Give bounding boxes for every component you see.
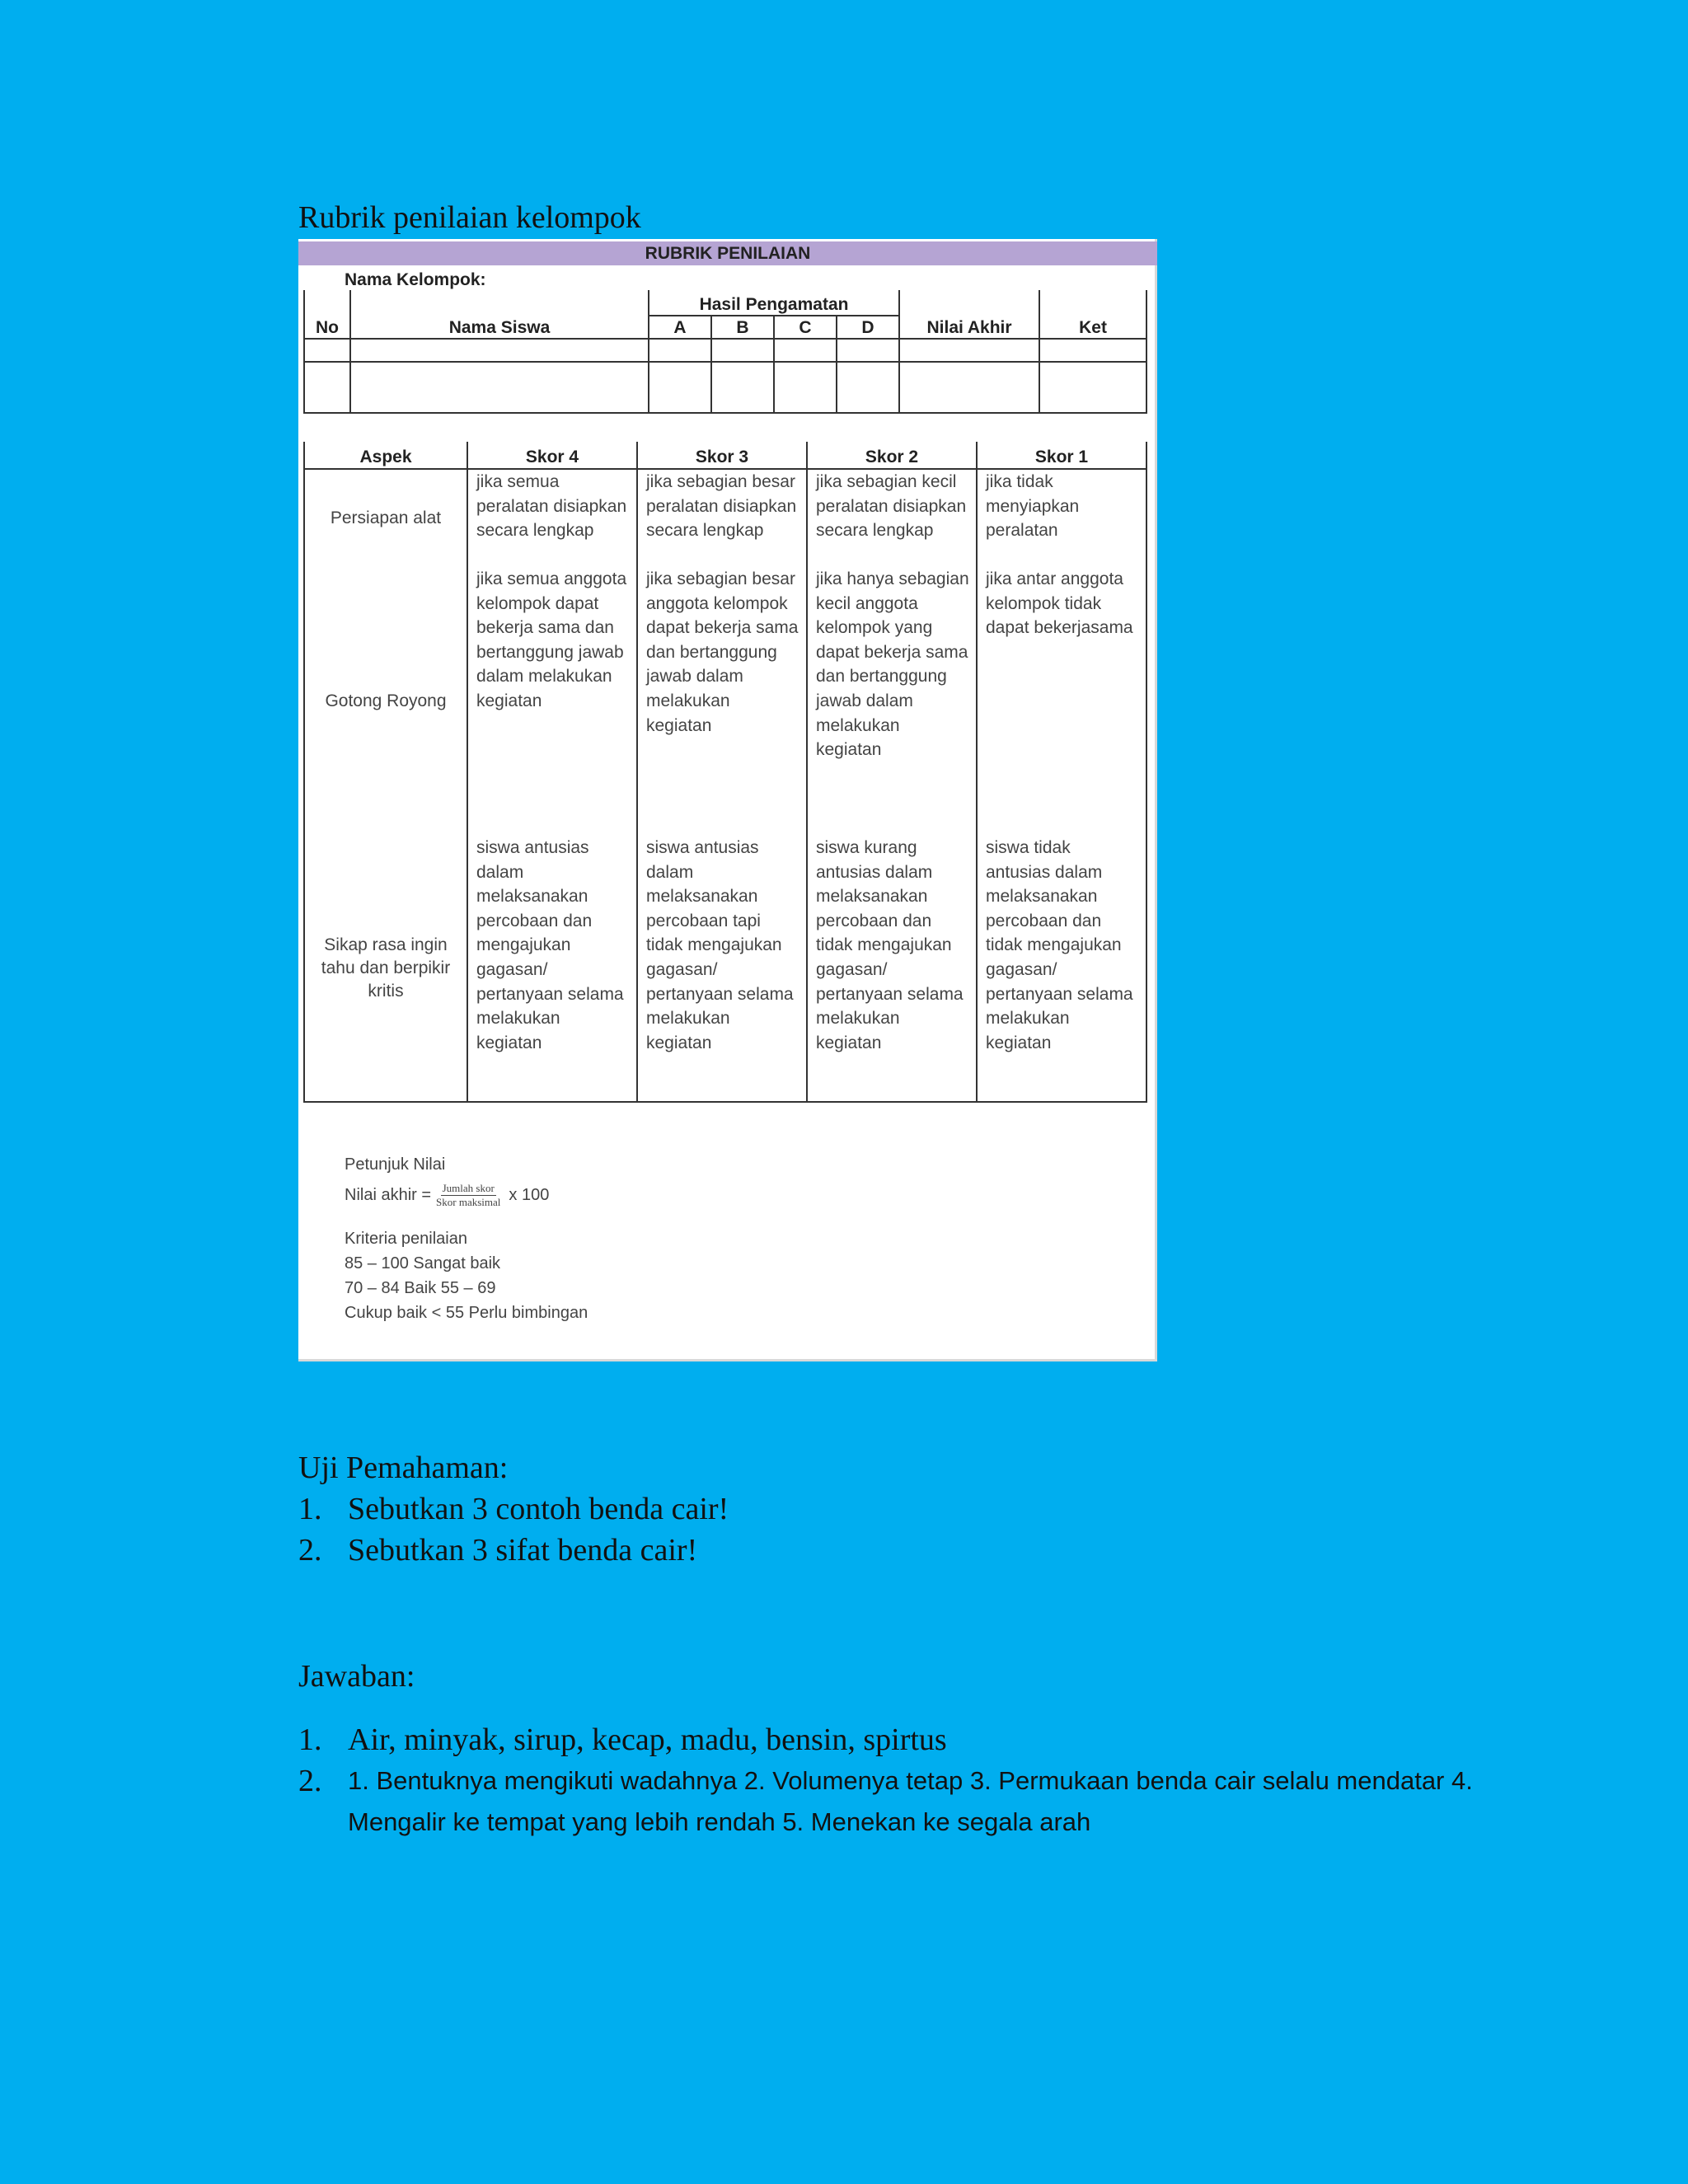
- header-aspek: Aspek: [304, 442, 467, 469]
- aspek-label: Sikap rasa ingin tahu dan berpikir kritis: [304, 836, 467, 1102]
- formula-numerator: Jumlah skor: [442, 1181, 495, 1194]
- skor-3-cell: jika sebagian besar anggota kelompok dapat bekerja sama dan bertanggung jawab dalam melakukan kegiatan: [637, 567, 807, 836]
- col-ket: Ket: [1039, 290, 1146, 339]
- aspek-label: Persiapan alat: [304, 469, 467, 567]
- table-row: [304, 362, 1146, 413]
- skor-4-cell: jika semua peralatan disiapkan secara lengkap: [467, 469, 637, 567]
- col-hasil-pengamatan: Hasil Pengamatan: [649, 290, 899, 316]
- skor-2-cell: jika sebagian kecil peralatan disiapkan secara lengkap: [807, 469, 977, 567]
- question-text: Sebutkan 3 contoh benda cair!: [348, 1492, 729, 1526]
- scoring-criteria-table: [303, 442, 1147, 1103]
- criteria-row: [304, 469, 1146, 567]
- question-text: Sebutkan 3 sifat benda cair!: [348, 1533, 698, 1568]
- skor-3-cell: siswa antusias dalam melaksanakan percobaan tapi tidak mengajukan gagasan/ pertanyaan selama melakukan kegiatan: [637, 836, 807, 1102]
- header-skor-2: Skor 2: [807, 442, 977, 469]
- col-a: A: [649, 316, 711, 339]
- header-skor-4: Skor 4: [467, 442, 637, 469]
- kriteria-line: 70 – 84 Baik 55 – 69: [345, 1279, 496, 1297]
- rubric-image: [298, 239, 1157, 1361]
- kriteria-line: 85 – 100 Sangat baik: [345, 1254, 501, 1272]
- list-item: [298, 1719, 1485, 1760]
- col-c: C: [774, 316, 837, 339]
- formula-prefix: Nilai akhir =: [345, 1186, 432, 1204]
- criteria-row: [304, 836, 1146, 1102]
- item-number: 1.: [298, 1722, 322, 1757]
- item-number: 2.: [298, 1533, 322, 1568]
- questions-list: [298, 1488, 729, 1571]
- petunjuk-nilai: Petunjuk Nilai: [345, 1155, 446, 1174]
- scoring-notes: [345, 1152, 588, 1325]
- answer-text: Air, minyak, sirup, kecap, madu, bensin, spirtus: [348, 1722, 947, 1757]
- table-row: [304, 339, 1146, 362]
- item-number: 1.: [298, 1492, 322, 1526]
- col-nilai-akhir: Nilai Akhir: [899, 290, 1039, 339]
- student-score-table: [303, 290, 1147, 414]
- header-skor-3: Skor 3: [637, 442, 807, 469]
- header-skor-1: Skor 1: [977, 442, 1146, 469]
- list-item: [298, 1488, 729, 1530]
- section-heading: Rubrik penilaian kelompok: [298, 200, 641, 235]
- answer-text: 1. Bentuknya mengikuti wadahnya 2. Volumenya tetap 3. Permukaan benda cair selalu mendatar 4. Mengalir ke tempat yang lebih rendah 5. Menekan ke segala arah: [348, 1766, 1473, 1836]
- rubric-title: RUBRIK PENILAIAN: [298, 241, 1157, 265]
- col-b: B: [711, 316, 774, 339]
- skor-1-cell: siswa tidak antusias dalam melaksanakan percobaan dan tidak mengajukan gagasan/ pertanyaan selama melakukan kegiatan: [977, 836, 1146, 1102]
- kriteria-line: Cukup baik < 55 Perlu bimbingan: [345, 1304, 588, 1322]
- item-number: 2.: [298, 1764, 322, 1798]
- skor-1-cell: jika tidak menyiapkan peralatan: [977, 469, 1146, 567]
- score-formula: [345, 1177, 588, 1213]
- formula-denominator: Skor maksimal: [436, 1195, 501, 1208]
- answers-title: Jawaban:: [298, 1659, 415, 1694]
- group-name-label: Nama Kelompok:: [345, 270, 486, 289]
- skor-1-cell: jika antar anggota kelompok tidak dapat bekerjasama: [977, 567, 1146, 836]
- skor-4-cell: jika semua anggota kelompok dapat bekerja sama dan bertanggung jawab dalam melakukan kegiatan: [467, 567, 637, 836]
- skor-2-cell: siswa kurang antusias dalam melaksanakan percobaan dan tidak mengajukan gagasan/ pertanyaan selama melakukan kegiatan: [807, 836, 977, 1102]
- aspek-label: Gotong Royong: [304, 567, 467, 836]
- questions-title: Uji Pemahaman:: [298, 1451, 509, 1485]
- list-item: [298, 1530, 729, 1571]
- formula-fraction: [436, 1182, 500, 1209]
- formula-suffix: x 100: [509, 1186, 550, 1204]
- criteria-row: [304, 567, 1146, 836]
- kriteria-label: Kriteria penilaian: [345, 1230, 467, 1248]
- answers-list: [298, 1719, 1485, 1843]
- list-item: [298, 1760, 1485, 1843]
- skor-2-cell: jika hanya sebagian kecil anggota kelompok yang dapat bekerja sama dan bertanggung jawab dalam melakukan kegiatan: [807, 567, 977, 836]
- col-no: No: [304, 290, 350, 339]
- col-nama-siswa: Nama Siswa: [350, 290, 649, 339]
- skor-4-cell: siswa antusias dalam melaksanakan percobaan dan mengajukan gagasan/ pertanyaan selama melakukan kegiatan: [467, 836, 637, 1102]
- skor-3-cell: jika sebagian besar peralatan disiapkan secara lengkap: [637, 469, 807, 567]
- col-d: D: [837, 316, 899, 339]
